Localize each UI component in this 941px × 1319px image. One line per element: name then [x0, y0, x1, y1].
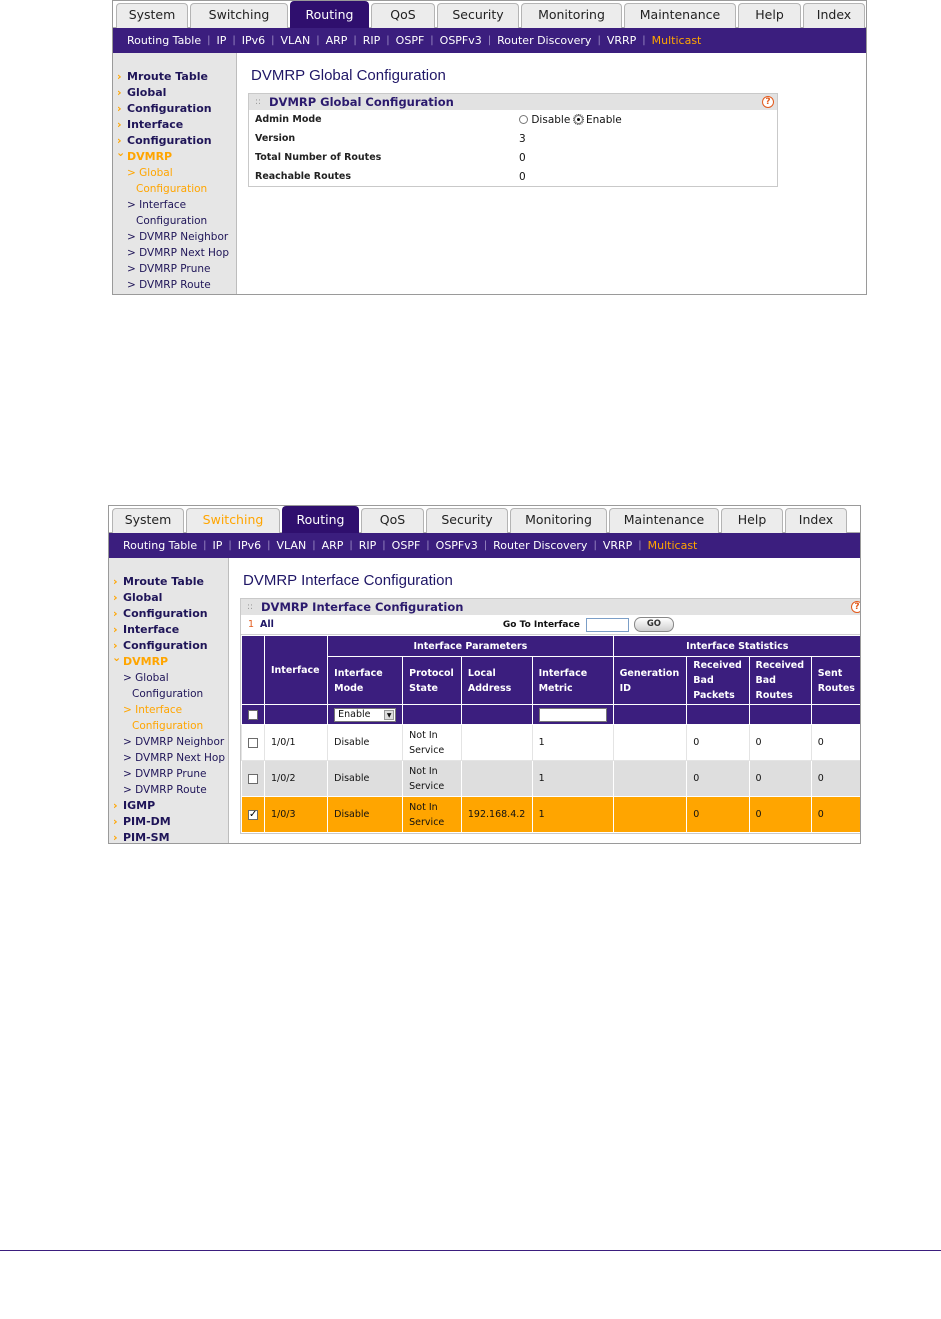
page-number[interactable]: 1	[248, 619, 255, 630]
tab-routing[interactable]: Routing	[290, 1, 369, 28]
cell-received-bad-routes: 0	[749, 797, 811, 833]
edit-cell	[613, 705, 687, 725]
subnav-vrrp[interactable]: VRRP	[606, 34, 637, 47]
sidebar-item-dvmrp-next-hop[interactable]: > DVMRP Next Hop	[127, 247, 230, 259]
go-to-bar	[241, 615, 861, 635]
tab-index[interactable]: Index	[803, 3, 865, 28]
col-generation-id: Generation ID	[613, 657, 687, 705]
tab-help[interactable]: Help	[738, 3, 801, 28]
group-interface-parameters: Interface Parameters	[328, 636, 613, 657]
subnav-separator: |	[316, 35, 320, 46]
chevron-down-icon[interactable]: ▼	[384, 710, 394, 720]
panel-title: DVMRP Global Configuration	[269, 95, 454, 109]
sidebar-item-mroute-table[interactable]: › Mroute Table	[109, 574, 228, 590]
field-label: Version	[255, 133, 296, 144]
edit-cell	[328, 705, 403, 725]
help-icon[interactable]: ?	[851, 601, 861, 613]
col-interface-metric: Interface Metric	[532, 657, 613, 705]
subnav-separator: |	[232, 35, 236, 46]
cell-generation-id	[613, 797, 687, 833]
sidebar-item-pim-dm[interactable]: › PIM-DM	[109, 814, 228, 830]
field-reachable-routes	[249, 167, 777, 186]
sub-nav-bar	[109, 533, 860, 558]
disable-label: Disable	[531, 113, 571, 126]
main-content	[230, 558, 860, 843]
col-received-bad-packets: Received Bad Packets	[687, 657, 749, 705]
field-value: 0	[519, 151, 526, 164]
cell-interface: 1/0/3	[265, 797, 328, 833]
sidebar-item-dvmrp-prune[interactable]: > DVMRP Prune	[123, 768, 207, 780]
enable-radio[interactable]	[574, 115, 583, 124]
dvmrp-interface-config-screenshot	[108, 505, 861, 844]
cell-local-address	[461, 725, 532, 761]
sidebar-item-global-config[interactable]: › Global	[113, 85, 236, 101]
cell-interface: 1/0/2	[265, 761, 328, 797]
all-link[interactable]: All	[260, 619, 274, 630]
edit-cell	[403, 705, 462, 725]
sub-nav-bar	[113, 28, 866, 53]
subnav-separator: |	[382, 540, 386, 551]
subnav-separator: |	[267, 540, 271, 551]
edit-cell	[532, 705, 613, 725]
tab-security[interactable]: Security	[426, 508, 508, 533]
subnav-separator: |	[642, 35, 646, 46]
go-button[interactable]: GO	[634, 617, 674, 632]
sidebar-item-global-config-cont[interactable]	[113, 101, 236, 117]
tab-maintenance[interactable]: Maintenance	[624, 3, 736, 28]
sidebar-item-dvmrp-neighbor[interactable]: > DVMRP Neighbor	[123, 736, 225, 748]
sidebar-item-label: Configuration	[127, 134, 212, 147]
row-checkbox[interactable]	[248, 738, 258, 748]
subnav-separator: |	[353, 35, 357, 46]
interface-metric-input[interactable]	[539, 708, 607, 722]
cell-received-bad-packets: 0	[687, 797, 749, 833]
subnav-arp[interactable]: ARP	[325, 34, 348, 47]
disable-radio[interactable]	[519, 115, 528, 124]
page-footer-rule	[0, 1250, 941, 1251]
table-row-selected[interactable]	[242, 797, 862, 833]
help-icon[interactable]: ?	[762, 96, 774, 108]
row-select-cell	[242, 797, 265, 833]
sidebar-item-dvmrp-global-cont[interactable]: Configuration	[132, 688, 204, 700]
field-value: 3	[519, 132, 526, 145]
subnav-separator: |	[203, 540, 207, 551]
group-interface-statistics: Interface Statistics	[613, 636, 861, 657]
tab-switching[interactable]: Switching	[190, 3, 288, 28]
field-label: Reachable Routes	[255, 171, 352, 182]
cell-sent-routes: 0	[811, 725, 861, 761]
sidebar-item-dvmrp[interactable]: ⌄ DVMRP	[109, 654, 228, 670]
row-checkbox[interactable]	[248, 810, 258, 820]
subnav-separator: |	[638, 540, 642, 551]
cell-sent-routes: 0	[811, 761, 861, 797]
subnav-vrrp[interactable]: VRRP	[602, 539, 633, 552]
edit-cell	[242, 705, 265, 725]
select-value: Enable	[338, 708, 371, 720]
subnav-separator: |	[386, 35, 390, 46]
tab-qos[interactable]: QoS	[371, 3, 435, 28]
tab-routing[interactable]: Routing	[282, 506, 359, 533]
sidebar-item-dvmrp-next-hop[interactable]: > DVMRP Next Hop	[123, 752, 226, 764]
subnav-separator: |	[426, 540, 430, 551]
col-protocol-state: Protocol State	[403, 657, 462, 705]
tab-maintenance[interactable]: Maintenance	[609, 508, 719, 533]
group-header-row	[242, 636, 862, 657]
column-header-row	[242, 657, 862, 705]
cell-interface-mode: Disable	[328, 761, 403, 797]
cell-local-address: 192.168.4.2	[461, 797, 532, 833]
sidebar-item-dvmrp-global[interactable]: > Global	[123, 672, 169, 684]
enable-label: Enable	[585, 113, 622, 126]
sidebar-item-label: Configuration	[123, 607, 208, 620]
subnav-vlan[interactable]: VLAN	[276, 539, 307, 552]
subnav-ospfv3[interactable]: OSPFv3	[435, 539, 478, 552]
field-admin-mode	[249, 110, 777, 129]
cell-interface-metric: 1	[532, 797, 613, 833]
subnav-separator: |	[597, 35, 601, 46]
sidebar-item-dvmrp-interface[interactable]: > Interface	[127, 199, 187, 211]
config-panel	[240, 598, 861, 834]
edit-row	[242, 705, 862, 725]
subnav-arp[interactable]: ARP	[321, 539, 344, 552]
subnav-separator: |	[487, 35, 492, 46]
cell-received-bad-routes: 0	[749, 725, 811, 761]
tab-monitoring[interactable]: Monitoring	[510, 508, 607, 533]
sidebar-item-global-config[interactable]: › Global	[109, 590, 228, 606]
cell-interface-mode: Disable	[328, 797, 403, 833]
cell-interface-metric: 1	[532, 725, 613, 761]
sidebar-item-dvmrp-global[interactable]: > Global	[127, 167, 173, 179]
admin-mode-radios	[519, 114, 622, 126]
sidebar-item-dvmrp-prune[interactable]: > DVMRP Prune	[127, 263, 211, 275]
row-select-cell	[242, 725, 265, 761]
subnav-rip[interactable]: RIP	[362, 34, 381, 47]
tab-switching[interactable]: Switching	[186, 508, 280, 533]
subnav-ip[interactable]: IP	[212, 539, 223, 552]
tab-qos[interactable]: QoS	[361, 508, 424, 533]
row-checkbox[interactable]	[248, 774, 258, 784]
cell-interface-metric: 1	[532, 761, 613, 797]
field-version	[249, 129, 777, 148]
cell-received-bad-routes: 0	[749, 761, 811, 797]
tab-index[interactable]: Index	[785, 508, 847, 533]
sidebar-item-interface-config-cont[interactable]	[113, 133, 236, 149]
select-col-header	[242, 636, 265, 705]
table-row[interactable]	[242, 761, 862, 797]
sidebar-item-interface-config-cont[interactable]	[109, 638, 228, 654]
top-tab-bar	[113, 1, 866, 28]
config-panel	[248, 93, 778, 187]
edit-cell	[265, 705, 328, 725]
col-interface: Interface	[265, 636, 328, 705]
subnav-separator: |	[430, 35, 434, 46]
sidebar-item-dvmrp-global-cont[interactable]: Configuration	[136, 183, 208, 195]
row-select-cell	[242, 761, 265, 797]
subnav-multicast[interactable]: Multicast	[647, 539, 698, 552]
field-total-routes	[249, 148, 777, 167]
cell-protocol-state: Not In Service	[403, 761, 462, 797]
go-to-interface-input[interactable]	[586, 618, 629, 632]
subnav-ipv6[interactable]: IPv6	[237, 539, 262, 552]
field-label: Admin Mode	[255, 114, 322, 125]
subnav-router-discovery[interactable]: Router Discovery	[493, 539, 588, 552]
main-content	[238, 53, 866, 294]
col-local-address: Local Address	[461, 657, 532, 705]
tab-security[interactable]: Security	[437, 3, 519, 28]
subnav-vlan[interactable]: VLAN	[280, 34, 311, 47]
select-all-checkbox[interactable]	[248, 710, 258, 720]
cell-protocol-state: Not In Service	[403, 797, 462, 833]
grip-icon: ::	[247, 602, 254, 612]
col-received-bad-routes: Received Bad Routes	[749, 657, 811, 705]
interface-table	[241, 635, 861, 833]
cell-interface: 1/0/1	[265, 725, 328, 761]
subnav-router-discovery[interactable]: Router Discovery	[497, 34, 592, 47]
page-title: DVMRP Interface Configuration	[243, 572, 453, 589]
field-value: 0	[519, 170, 526, 183]
sidebar-item-igmp[interactable]: › IGMP	[109, 798, 228, 814]
col-interface-mode: Interface Mode	[328, 657, 403, 705]
table-row[interactable]	[242, 725, 862, 761]
sidebar	[113, 53, 237, 294]
cell-local-address	[461, 761, 532, 797]
sidebar-item-dvmrp[interactable]: ⌄ DVMRP	[113, 149, 236, 165]
subnav-rip[interactable]: RIP	[358, 539, 377, 552]
cell-received-bad-packets: 0	[687, 761, 749, 797]
go-to-label: Go To Interface	[502, 619, 580, 630]
edit-cell	[811, 705, 861, 725]
grip-icon: ::	[255, 97, 262, 107]
sidebar-item-interface-config[interactable]: › Interface	[113, 117, 236, 133]
sidebar-item-global-config-cont[interactable]	[109, 606, 228, 622]
subnav-separator: |	[312, 540, 316, 551]
sidebar-item-dvmrp-interface-cont[interactable]: Configuration	[136, 215, 208, 227]
panel-header	[249, 94, 777, 110]
subnav-ospfv3[interactable]: OSPFv3	[439, 34, 482, 47]
subnav-ospf[interactable]: OSPF	[391, 539, 421, 552]
panel-header	[241, 599, 861, 615]
sidebar-item-dvmrp-interface[interactable]: > Interface	[123, 704, 183, 716]
col-sent-routes: Sent Routes	[811, 657, 861, 705]
page-title: DVMRP Global Configuration	[251, 67, 446, 84]
sidebar-item-dvmrp-route[interactable]: > DVMRP Route	[123, 784, 207, 796]
subnav-separator: |	[349, 540, 353, 551]
tab-monitoring[interactable]: Monitoring	[521, 3, 622, 28]
cell-received-bad-packets: 0	[687, 725, 749, 761]
sidebar-item-dvmrp-route[interactable]: > DVMRP Route	[127, 279, 211, 291]
sidebar-item-label: Configuration	[127, 102, 212, 115]
subnav-separator: |	[228, 540, 232, 551]
subnav-routing-table[interactable]: Routing Table	[123, 539, 198, 552]
tab-system[interactable]: System	[112, 508, 184, 533]
subnav-multicast[interactable]: Multicast	[651, 34, 702, 47]
interface-mode-select[interactable]	[334, 708, 396, 722]
sidebar-item-interface-config[interactable]: › Interface	[109, 622, 228, 638]
dvmrp-global-config-screenshot	[112, 0, 867, 295]
cell-interface-mode: Disable	[328, 725, 403, 761]
sidebar-item-pim-sm[interactable]: › PIM-SM	[109, 830, 228, 844]
sidebar-item-label: Configuration	[123, 639, 208, 652]
subnav-ip[interactable]: IP	[216, 34, 227, 47]
cell-generation-id	[613, 761, 687, 797]
subnav-separator: |	[483, 540, 488, 551]
sidebar-item-dvmrp-neighbor[interactable]: > DVMRP Neighbor	[127, 231, 229, 243]
subnav-ospf[interactable]: OSPF	[395, 34, 425, 47]
sidebar-item-dvmrp-interface-cont[interactable]: Configuration	[132, 720, 204, 732]
tab-help[interactable]: Help	[721, 508, 783, 533]
edit-cell	[749, 705, 811, 725]
panel-title: DVMRP Interface Configuration	[261, 600, 464, 614]
subnav-separator: |	[593, 540, 597, 551]
subnav-separator: |	[271, 35, 275, 46]
sidebar-item-mroute-table[interactable]: › Mroute Table	[113, 69, 236, 85]
edit-cell	[461, 705, 532, 725]
cell-sent-routes: 0	[811, 797, 861, 833]
field-label: Total Number of Routes	[255, 152, 382, 163]
tab-system[interactable]: System	[116, 3, 188, 28]
subnav-ipv6[interactable]: IPv6	[241, 34, 266, 47]
subnav-routing-table[interactable]: Routing Table	[127, 34, 202, 47]
cell-protocol-state: Not In Service	[403, 725, 462, 761]
subnav-separator: |	[207, 35, 211, 46]
sidebar	[109, 558, 229, 843]
top-tab-bar	[109, 506, 860, 533]
edit-cell	[687, 705, 749, 725]
cell-generation-id	[613, 725, 687, 761]
